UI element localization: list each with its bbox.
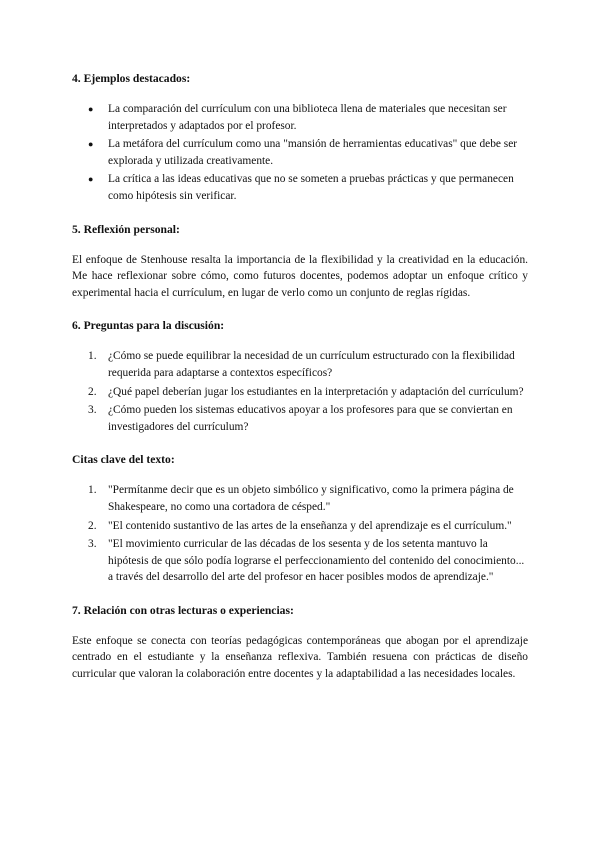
list-item-text: ¿Cómo pueden los sistemas educativos apoyar a los profesores para que se conviertan en investigadores del currículum? (108, 404, 513, 433)
list-item-text: ¿Cómo se puede equilibrar la necesidad de un currículum estructurado con la flexibilidad requerida para adaptarse a contextos específicos? (108, 350, 515, 379)
ejemplos-list (72, 101, 528, 205)
section-heading-citas: Citas clave del texto: (72, 453, 175, 467)
list-number: 1. (88, 484, 97, 497)
section-heading-reflexion: 5. Reflexión personal: (72, 222, 180, 236)
list-item (72, 101, 528, 134)
list-item (72, 136, 528, 169)
list-item (72, 518, 528, 535)
list-item (72, 536, 528, 586)
list-number: 1. (88, 350, 97, 363)
list-item (72, 348, 528, 381)
reflexion-paragraph: El enfoque de Stenhouse resalta la importancia de la flexibilidad y la creatividad en la educación. Me hace reflexionar sobre cómo, como futuros docentes, podemos adoptar un enfoque crítico y experimental hacia el currículum, en lugar de verlo como un conjunto de reglas rígidas. (72, 253, 528, 299)
list-item (72, 171, 528, 204)
list-number: 3. (88, 404, 97, 417)
list-item (72, 402, 528, 435)
citas-list (72, 482, 528, 586)
section-heading-ejemplos: 4. Ejemplos destacados: (72, 72, 191, 85)
bullet-icon: ● (88, 174, 94, 185)
section-heading-preguntas: 6. Preguntas para la discusión: (72, 319, 225, 333)
list-number: 2. (88, 385, 97, 398)
list-item (72, 482, 528, 515)
list-item-text: "El contenido sustantivo de las artes de la enseñanza y del aprendizaje es el currículum." (108, 519, 512, 532)
section-heading-relacion: 7. Relación con otras lecturas o experiencias: (72, 603, 294, 617)
bullet-icon: ● (88, 139, 94, 150)
relacion-paragraph: Este enfoque se conecta con teorías pedagógicas contemporáneas que abogan por el aprendizaje centrado en el estudiante y la enseñanza reflexiva. También resuena con prácticas de diseño curricular que valoran la colaboración entre docentes y la adaptabilidad a las necesidades locales. (72, 634, 528, 681)
list-item-text: La comparación del currículum con una biblioteca llena de materiales que necesitan ser interpretados y adaptados por el profesor. (108, 103, 507, 132)
preguntas-list (72, 348, 528, 435)
list-number: 2. (88, 519, 97, 532)
list-item-text: La crítica a las ideas educativas que no se someten a pruebas prácticas y que permanecen como hipótesis sin verificar. (108, 173, 514, 202)
list-item-text: La metáfora del currículum como una "mansión de herramientas educativas" que debe ser explorada y utilizada creativamente. (108, 138, 518, 167)
list-number: 3. (88, 538, 97, 551)
bullet-icon: ● (88, 104, 94, 114)
document-content (72, 71, 528, 700)
list-item (72, 384, 528, 401)
list-item-text: ¿Qué papel deberían jugar los estudiantes en la interpretación y adaptación del currículum? (108, 385, 524, 398)
list-item-text: "El movimiento curricular de las décadas de los sesenta y de los setenta mantuvo la hipótesis de que sólo podía lograrse el perfeccionamiento del contenido del conocimiento... a través del desarrollo del arte del profesor en hacer posibles modos de aprendizaje." (108, 538, 525, 584)
list-item-text: "Permítanme decir que es un objeto simbólico y significativo, como la primera página de Shakespeare, no como una cortadora de césped." (108, 484, 514, 513)
